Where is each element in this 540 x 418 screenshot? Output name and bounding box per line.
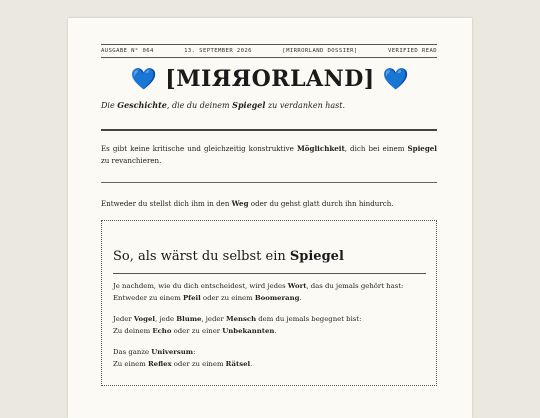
title-text: [MIЯЯORLAND] bbox=[165, 66, 375, 92]
issue-date: 13. SEPTEMBER 2026 bbox=[184, 48, 252, 54]
subtitle: Die Geschichte, die du deinem Spiegel zu verdanken hast. bbox=[101, 100, 346, 110]
box-divider bbox=[113, 273, 426, 274]
intro-paragraph: Es gibt keine kritische und gleichzeitig konstruktive Möglichkeit, dich bei einem Spiegel zu revanchieren. bbox=[101, 144, 437, 165]
stanza bbox=[113, 280, 431, 304]
stanza bbox=[113, 346, 431, 370]
stanza-line: Zu deinem Echo oder zu einer Unbekannten. bbox=[113, 327, 277, 335]
divider bbox=[101, 182, 437, 183]
stanza-line: Jeder Vogel, jede Blume, jeder Mensch dem du jemals begegnet bist: bbox=[113, 315, 362, 323]
article-page bbox=[68, 18, 472, 418]
blue-heart-icon: 💙 bbox=[130, 67, 158, 91]
quote-box bbox=[101, 220, 437, 386]
blue-heart-icon: 💙 bbox=[382, 67, 410, 91]
stanza-line: Entweder zu einem Pfeil oder zu einem Boomerang. bbox=[113, 294, 302, 302]
box-title: So, als wärst du selbst ein Spiegel bbox=[113, 249, 344, 264]
stanza bbox=[113, 313, 431, 337]
stanza-line: Je nachdem, wie du dich entscheidest, wird jedes Wort, das du jemals gehört hast: bbox=[113, 282, 404, 290]
verified-label: VERIFIED READ bbox=[388, 48, 437, 54]
stanza-line: Das ganze Universum: bbox=[113, 348, 196, 356]
page-title bbox=[68, 66, 472, 92]
stanza-line: Zu einem Reflex oder zu einem Rätsel. bbox=[113, 360, 253, 368]
issue-number: AUSGABE N° 064 bbox=[101, 48, 154, 54]
choice-paragraph: Entweder du stellst dich ihm in den Weg oder du gehst glatt durch ihn hindurch. bbox=[101, 199, 394, 208]
divider bbox=[101, 129, 437, 131]
masthead bbox=[101, 44, 437, 58]
dossier-label: [MIRRORLAND DOSSIER] bbox=[282, 48, 358, 54]
